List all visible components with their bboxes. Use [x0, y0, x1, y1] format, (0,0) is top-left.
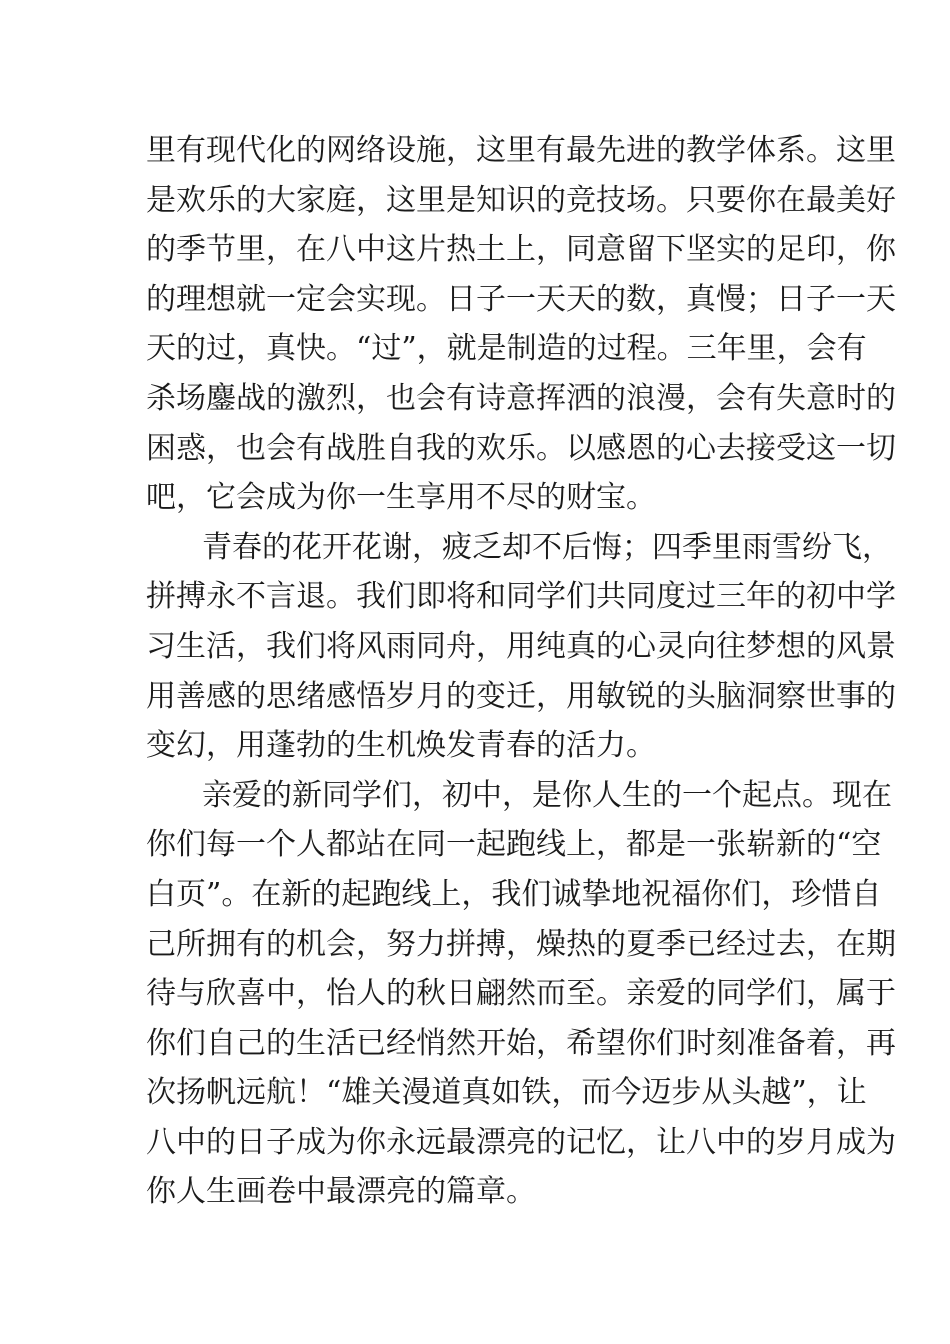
paragraph: [146, 126, 896, 523]
text-line: 你人生画卷中最漂亮的篇章。: [146, 1174, 536, 1210]
text-line: 待与欣喜中，怡人的秋日翩然而至。亲爱的同学们，属于: [146, 976, 896, 1012]
body-text: [146, 126, 896, 1217]
text-line: 天的过，真快。“过”，就是制造的过程。三年里，会有: [146, 331, 867, 367]
paragraph: [146, 523, 896, 771]
text-line: 用善感的思绪感悟岁月的变迁，用敏锐的头脑洞察世事的: [146, 678, 896, 714]
text-line: 你们自己的生活已经悄然开始，希望你们时刻准备着，再: [146, 1025, 896, 1061]
text-line: 吧，它会成为你一生享用不尽的财宝。: [146, 480, 656, 516]
text-line: 你们每一个人都站在同一起跑线上，都是一张崭新的“空: [146, 827, 882, 863]
text-line: 是欢乐的大家庭，这里是知识的竞技场。只要你在最美好: [146, 182, 896, 218]
text-line: 的季节里，在八中这片热土上，同意留下坚实的足印，你: [146, 232, 896, 268]
text-line: 亲爱的新同学们，初中，是你人生的一个起点。现在: [202, 777, 892, 813]
text-line: 困惑，也会有战胜自我的欢乐。以感恩的心去接受这一切: [146, 430, 896, 466]
paragraph: [146, 771, 896, 1217]
text-line: 变幻，用蓬勃的生机焕发青春的活力。: [146, 728, 656, 764]
text-line: 杀场鏖战的激烈，也会有诗意挥洒的浪漫，会有失意时的: [146, 380, 896, 416]
text-line: 青春的花开花谢，疲乏却不后悔；四季里雨雪纷飞，: [202, 529, 892, 565]
text-line: 拼搏永不言退。我们即将和同学们共同度过三年的初中学: [146, 579, 896, 615]
text-line: 白页”。在新的起跑线上，我们诚挚地祝福你们，珍惜自: [146, 876, 882, 912]
text-line: 己所拥有的机会，努力拼搏，燥热的夏季已经过去，在期: [146, 926, 896, 962]
text-line: 的理想就一定会实现。日子一天天的数，真慢；日子一天: [146, 281, 896, 317]
text-line: 次扬帆远航！“雄关漫道真如铁，而今迈步从头越”，让: [146, 1075, 867, 1111]
text-line: 八中的日子成为你永远最漂亮的记忆，让八中的岁月成为: [146, 1124, 896, 1160]
text-line: 里有现代化的网络设施，这里有最先进的教学体系。这里: [146, 133, 896, 168]
text-line: 习生活，我们将风雨同舟，用纯真的心灵向往梦想的风景: [146, 628, 896, 664]
